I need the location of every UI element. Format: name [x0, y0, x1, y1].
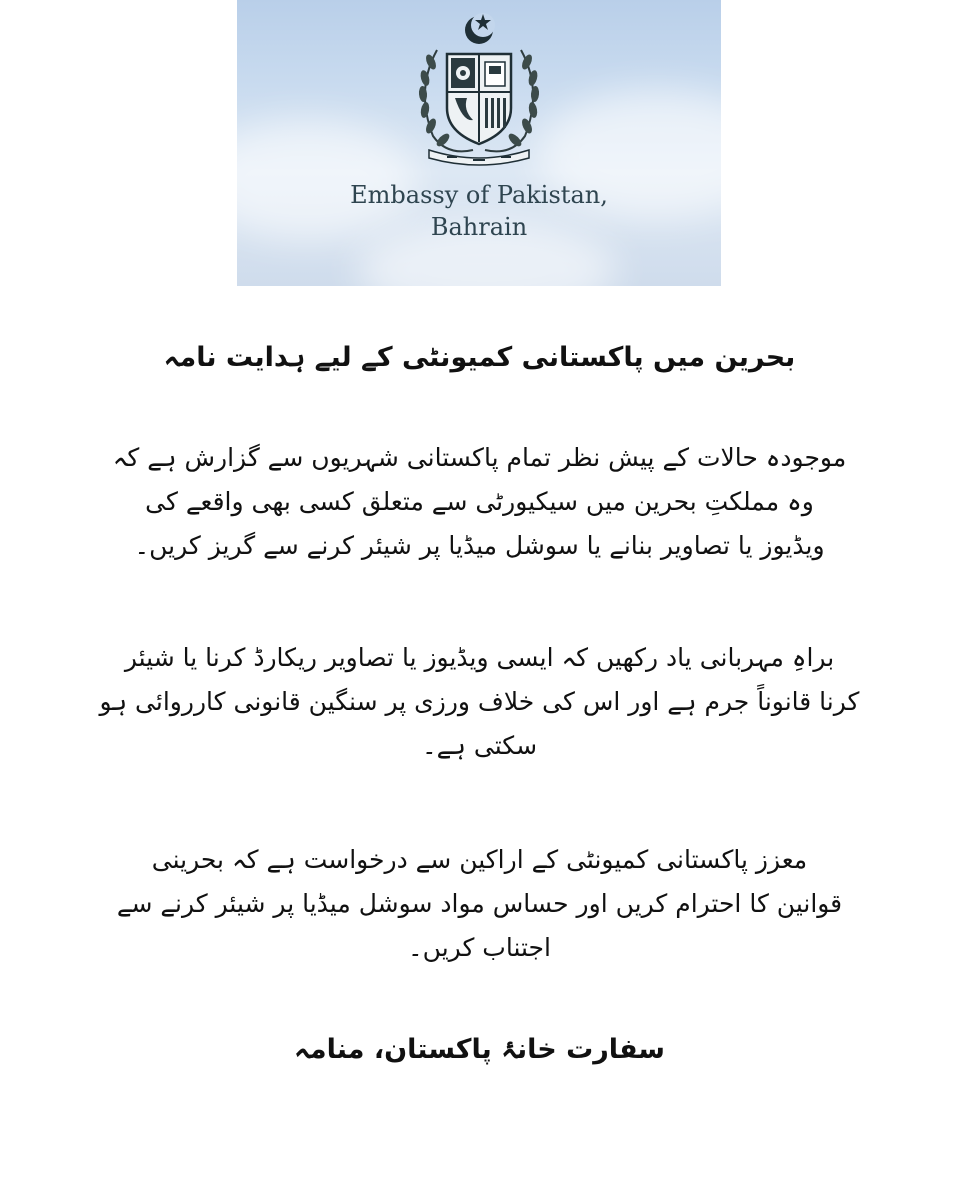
- paragraph-line: براہِ مہربانی یاد رکھیں کہ ایسی ویڈیوز یا تصاویر ریکارڈ کرنا یا شیئر: [124, 643, 835, 672]
- embassy-name-line2: Bahrain: [430, 213, 528, 241]
- paragraph-line: معزز پاکستانی کمیونٹی کے اراکین سے درخواست ہے کہ بحرینی: [151, 845, 808, 874]
- embassy-name-line1: Embassy of Pakistan,: [350, 181, 608, 209]
- notice-paragraph-3: [0, 838, 959, 970]
- notice-paragraph-1: [0, 436, 959, 568]
- paragraph-line: قوانین کا احترام کریں اور حساس مواد سوشل میڈیا پر شیئر کرنے سے: [116, 889, 843, 918]
- paragraph-line: وہ مملکتِ بحرین میں سیکیورٹی سے متعلق کسی بھی واقعے کی: [145, 487, 814, 516]
- notice-signature: سفارت خانۂ پاکستان، منامہ: [294, 1034, 665, 1065]
- notice-paragraph-2: [0, 636, 959, 768]
- paragraph-line: کرنا قانوناً جرم ہے اور اس کی خلاف ورزی پر سنگین قانونی کارروائی ہو: [99, 687, 860, 716]
- pakistan-state-emblem-icon: [407, 10, 551, 166]
- embassy-header-image: [237, 0, 721, 286]
- paragraph-line: ویڈیوز یا تصاویر بنانے یا سوشل میڈیا پر شیئر کرنے سے گریز کریں۔: [134, 531, 825, 560]
- paragraph-line: اجتناب کریں۔: [408, 933, 551, 962]
- paragraph-line: موجودہ حالات کے پیش نظر تمام پاکستانی شہریوں سے گزارش ہے کہ: [112, 443, 847, 472]
- paragraph-line: سکتی ہے۔: [421, 731, 538, 760]
- notice-title: بحرین میں پاکستانی کمیونٹی کے لیے ہدایت نامہ: [163, 342, 796, 373]
